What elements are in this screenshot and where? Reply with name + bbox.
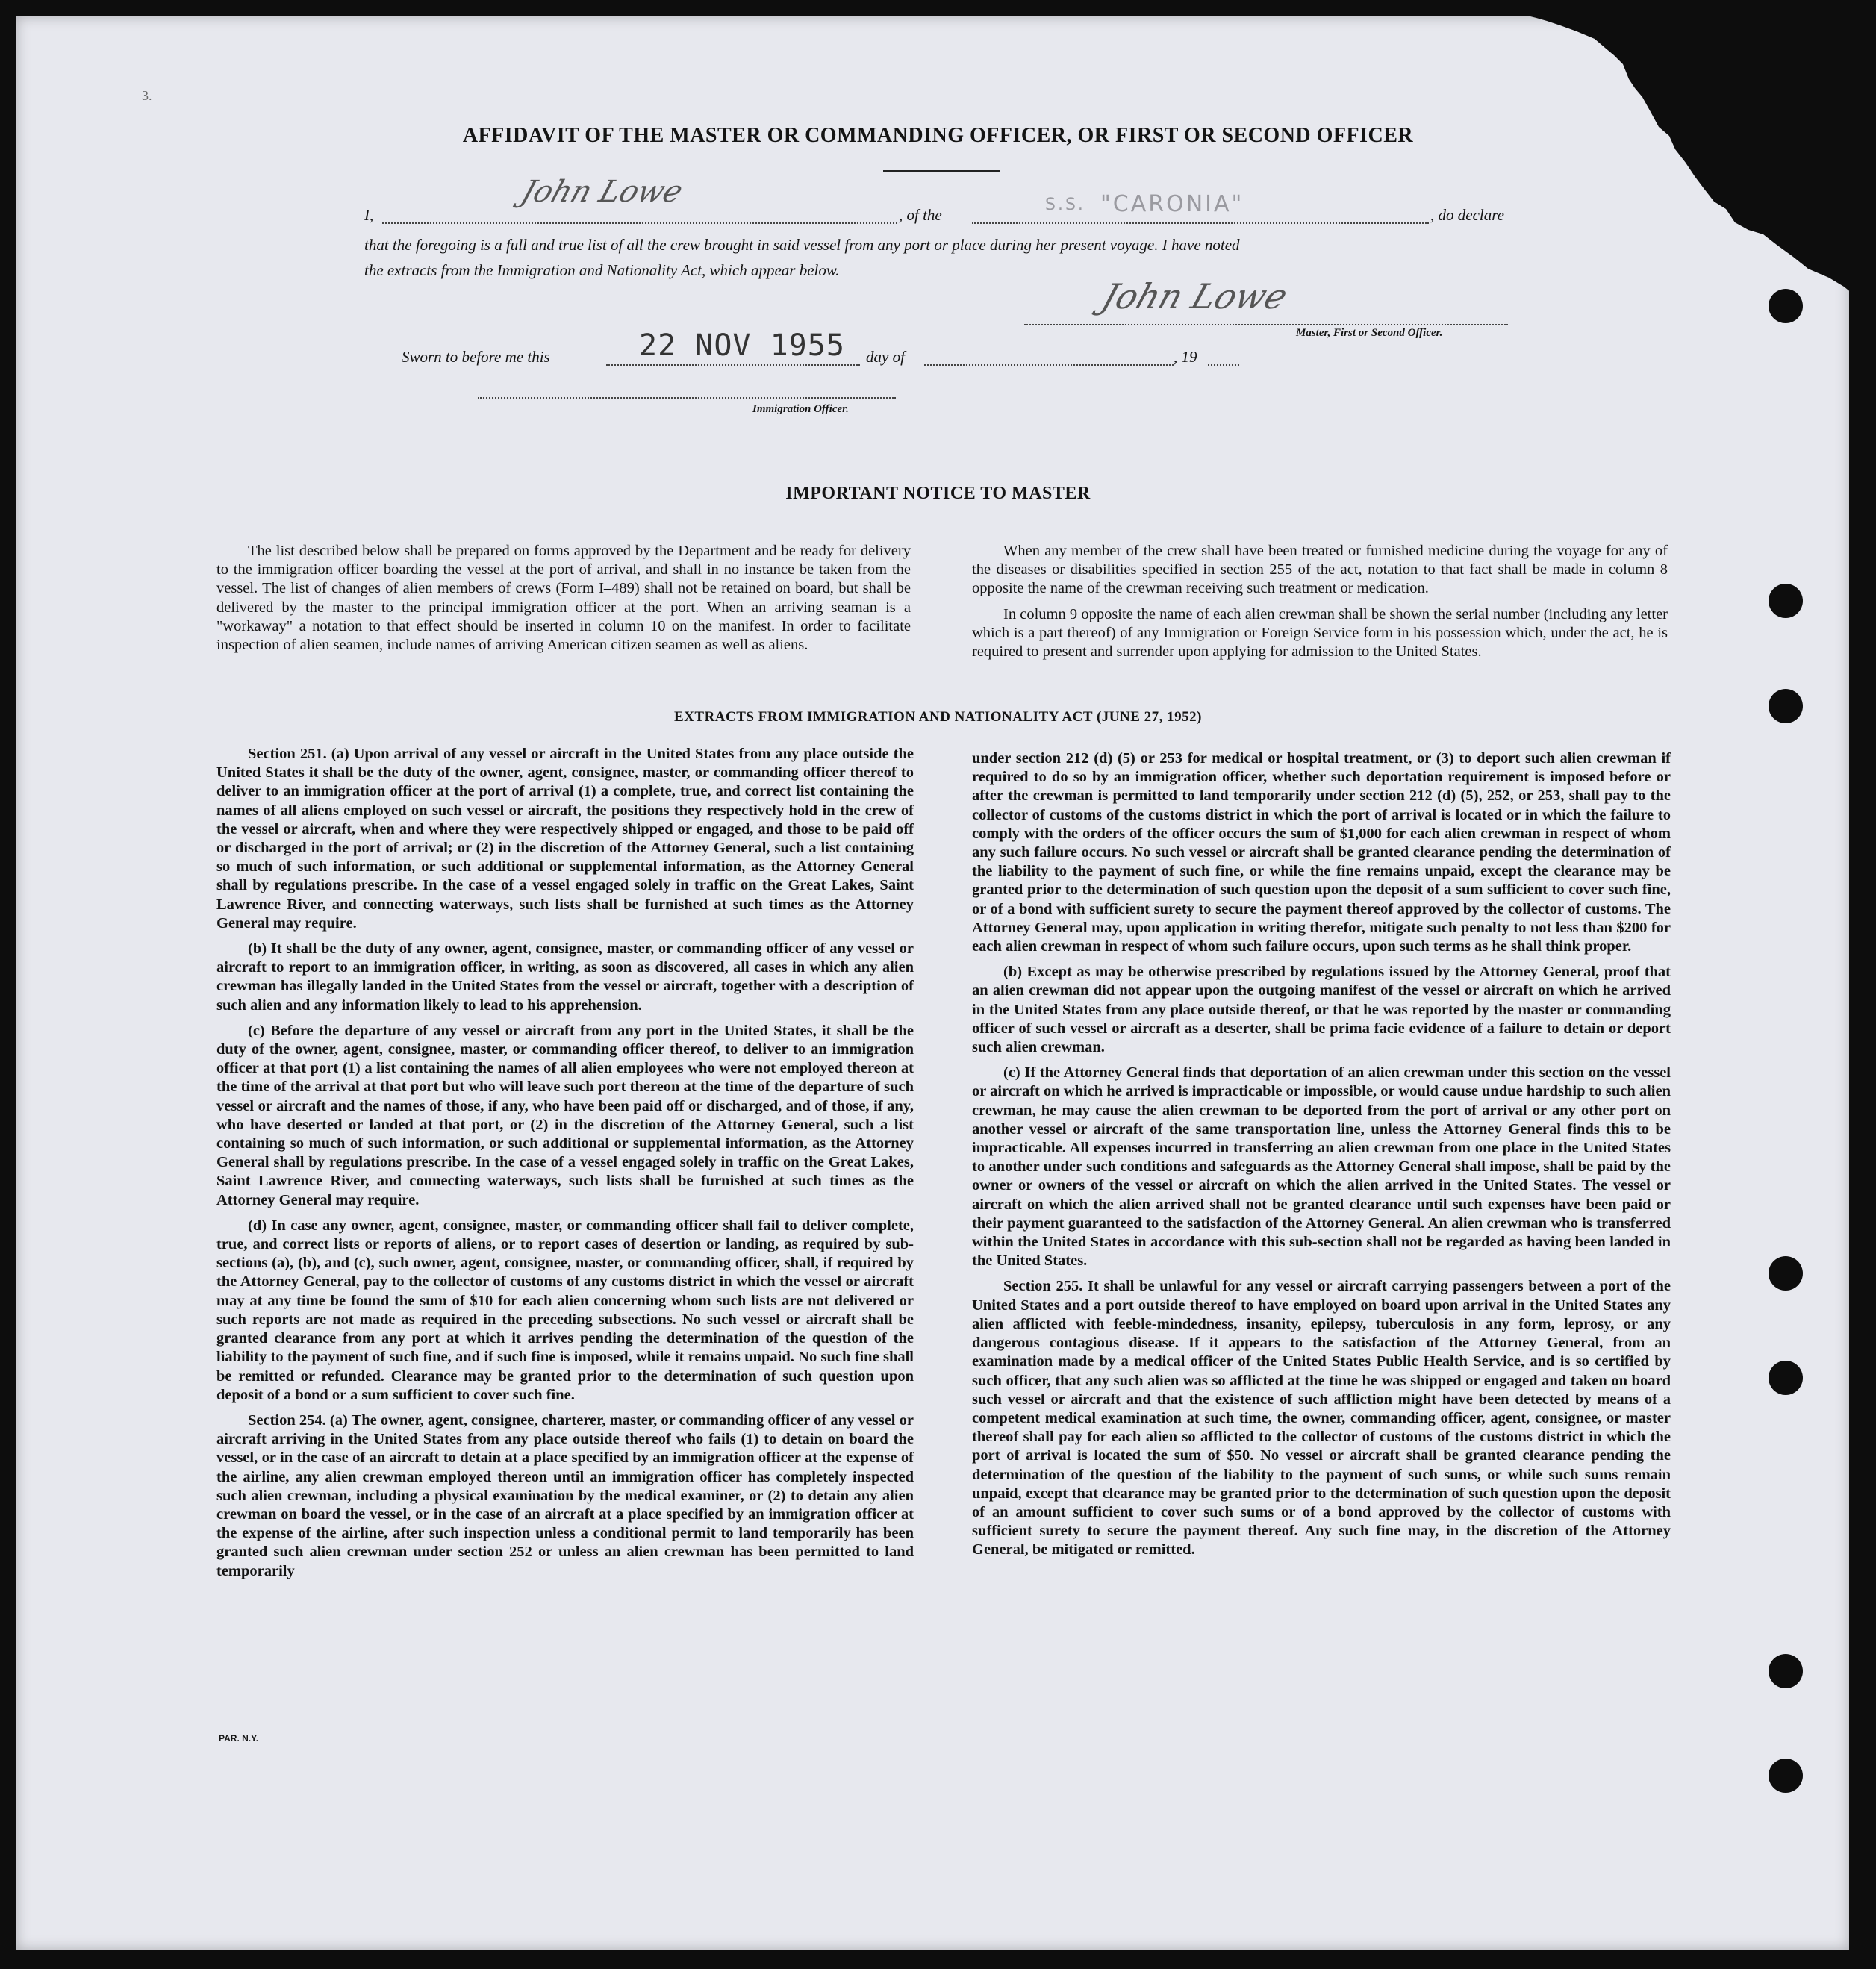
- month-line: [924, 364, 1174, 366]
- do-declare-label: , do declare: [1430, 206, 1504, 224]
- day-of-label: day of: [866, 348, 905, 366]
- master-label: Master, First or Second Officer.: [1296, 327, 1443, 339]
- notice-paragraph: The list described below shall be prepared on forms approved by the Department and be ready for delivery to the immigration officer boarding the vessel at the port of arrival, and shall in no instance be taken from the vessel. The list of changes of alien members of crews (Form I–489) shall not be retained on board, but shall be delivered by the master to the principal immigration officer at the port. When an arriving seaman is a "workaway" a notation to that effect should be inserted in column 10 on the manifest. In order to facilitate inspection of alien seamen, include names of arriving American citizen seamen as well as aliens.: [216, 543, 911, 654]
- section-254-a-continued: under section 212 (d) (5) or 253 for medical or hospital treatment, or (3) to deport such alien crewman if required to do so by an immigration officer, whether such deportation requirement is imposed before or after the crewman is permitted to land temporarily under section 212 (d) (5), 252, or 253, shall pay to the collector of customs of the customs district in which the port of arrival is located or in which the failure to comply with the orders of the officer occurs the sum of $1,000 for each alien crewman in respect of whom any such failure occurs. No such vessel or aircraft shall be granted clearance pending the determination of the liability to the payment of such fine, or while the fine remains unpaid, except the clearance may be granted prior to the determination of such question upon the deposit of a sum sufficient to cover such fine, or of a bond with sufficient surety to secure the payment thereof approved by the collector of customs. The Attorney General may, upon application in writing therefor, mitigate such penalty to not less than $200 for each alien crewman in respect of whom such failure occurs, upon such terms as he shall think proper.: [972, 750, 1671, 955]
- punch-hole: [1769, 584, 1803, 618]
- immigration-officer-line: [478, 397, 896, 399]
- statement-line-1: that the foregoing is a full and true list of all the crew brought in said vessel from any port or place during her present voyage. I have noted: [364, 236, 1240, 254]
- notice-title: IMPORTANT NOTICE TO MASTER: [785, 484, 1091, 503]
- punch-hole: [1769, 1654, 1803, 1688]
- section-254-a: Section 254. (a) The owner, agent, consignee, charterer, master, or commanding officer of any vessel or aircraft arriving in the United States from any place outside thereof who fails (1) to detain on board the vessel, or in the case of an aircraft to detain at a place specified by an immigration officer at the expense of the airline, any alien crewman employed thereon until an immigration officer has completely inspected such alien crewman, including a physical examination by the medical examiner, or (2) to detain any alien crewman on board the vessel, or in the case of an aircraft at a place specified by an immigration officer at the expense of the airline, after such inspection unless a conditional permit to land temporarily has been granted such alien crewman under section 252 or unless an alien crewman has been permitted to land temporarily: [216, 1411, 914, 1579]
- declarant-signature: John Lowe: [517, 175, 688, 209]
- extracts-left-column: [216, 745, 914, 1588]
- section-255: Section 255. It shall be unlawful for any vessel or aircraft carrying passengers between a port of the United States and a port outside thereof to have employed on board upon arrival in the United States any alien afflicted with feeble-mindedness, insanity, epilepsy, tuberculosis in any form, leprosy, or any dangerous contagious disease. If it appears to the satisfaction of the Attorney General, from an examination made by a medical officer of the United States Public Health Service, and is so certified by such officer, that any such alien was so afflicted at the time he was shipped or engaged and taken on board such vessel or aircraft and that the existence of such affliction might have been detected by means of a competent medical examination at such time, the owner, commanding officer, agent, consignee, or master thereof shall pay for each alien so afflicted to the collector of customs of the customs district in which the port of arrival is located the sum of $50. No vessel or aircraft shall be granted clearance pending the determination of the question of the liability to the payment of such sums, or while such sums remain unpaid, except that clearance may be granted prior to the determination of such question upon the deposit of an amount sufficient to cover such sums or of a bond approved by the collector of customs with sufficient surety to secure the payment thereof. Any such fine may, in the discretion of the Attorney General, be mitigated or remitted.: [972, 1278, 1671, 1558]
- notice-right-column: [972, 542, 1668, 668]
- sworn-date-stamp: 22 NOV 1955: [639, 328, 845, 363]
- declarant-label: I,: [364, 206, 374, 224]
- year-line: [1208, 364, 1239, 366]
- punch-hole: [1769, 1759, 1803, 1793]
- affidavit-title: AFFIDAVIT OF THE MASTER OR COMMANDING OFFICER, OR FIRST OR SECOND OFFICER: [462, 124, 1414, 147]
- title-divider: [883, 170, 1000, 172]
- extracts-right-column: [972, 749, 1671, 1567]
- section-251-c: (c) Before the departure of any vessel or aircraft from any port in the United States, it shall be the duty of the owner, agent, consignee, master, or commanding officer thereof, to deliver to an immigration officer at that port (1) a list containing the names of all alien employees who were not employed thereon at the time of the arrival at that port but who will leave such port thereon at the time of the departure of such vessel or aircraft and the names of those, if any, who have been paid off or discharged, and of those, if any, who have deserted or landed at that port, or (2) in the discretion of the Attorney General, such a list containing so much of such information, or such additional or supplemental information, as the Attorney General shall by regulations prescribe. In the case of a vessel engaged solely in traffic on the Great Lakes, Saint Lawrence River, and connecting waterways, such lists shall be furnished at such times as the Attorney General may require.: [216, 1022, 914, 1208]
- section-254-b: (b) Except as may be otherwise prescribed by regulations issued by the Attorney General, proof that an alien crewman did not appear upon the outgoing manifest of the vessel or aircraft on which he arrived in the United States from any place outside thereof, or that he was reported by the master or commanding officer of such vessel or aircraft as a deserter, shall be prima facie evidence of a failure to detain or deport such alien crewman.: [972, 964, 1671, 1056]
- punch-hole: [1769, 1361, 1803, 1395]
- vessel-line: [972, 222, 1429, 224]
- section-254-c: (c) If the Attorney General finds that deportation of an alien crewman under this section on the vessel or aircraft on which he arrived is impracticable or impossible, or would cause undue hardship to such alien crewman, he may cause the alien crewman to be deported from the port of arrival or any other port on another vessel or aircraft of the same transportation line, unless the Attorney General finds this to be impracticable. All expenses incurred in transferring an alien crewman from one place in the United States to another under such conditions and safeguards as the Attorney General shall impose, shall be paid by the owner or owners of the vessel or aircraft on which the alien arrived in the United States. The vessel or aircraft on which the alien arrived shall not be granted clearance until such expenses have been paid or their payment guaranteed to the satisfaction of the Attorney General. An alien crewman who is transferred within the United States in accordance with this sub-section shall not be regarded as having been landed in the United States.: [972, 1064, 1671, 1270]
- section-251-a: Section 251. (a) Upon arrival of any vessel or aircraft in the United States from any place outside the United States it shall be the duty of the owner, agent, consignee, master, or commanding officer thereof to deliver to an immigration officer at the port of arrival (1) a complete, true, and correct list containing the names of all aliens employed on such vessel or aircraft, the positions they respectively hold in the crew of the vessel or aircraft, when and where they were respectively shipped or engaged, and those to be paid off or discharged in the port of arrival; or (2) in the discretion of the Attorney General, such a list containing so much of such information, or such additional or supplemental information, as the Attorney General shall by regulations prescribe. In the case of a vessel engaged solely in traffic on the Great Lakes, Saint Lawrence River, and connecting waterways, such lists shall be furnished at such times as the Attorney General may require.: [216, 746, 914, 932]
- of-the-label: , of the: [899, 206, 942, 224]
- corner-mark: 3.: [142, 88, 152, 103]
- sworn-label: Sworn to before me this: [402, 348, 550, 366]
- master-signature: John Lowe: [1097, 276, 1293, 316]
- punch-hole: [1769, 1256, 1803, 1291]
- immigration-officer-label: Immigration Officer.: [752, 403, 849, 415]
- master-signature-line: [1024, 324, 1508, 325]
- sworn-date-line: [606, 364, 860, 366]
- extracts-title: EXTRACTS FROM IMMIGRATION AND NATIONALITY ACT (JUNE 27, 1952): [674, 709, 1202, 725]
- printer-mark: PAR. N.Y.: [219, 1733, 259, 1744]
- notice-left-column: [216, 542, 911, 661]
- declarant-line: [382, 222, 897, 224]
- year-label: , 19: [1174, 348, 1197, 366]
- notice-paragraph: When any member of the crew shall have been treated or furnished medicine during the voyage for any of the diseases or disabilities specified in section 255 of the act, notation to that fact shall be made in column 8 opposite the name of the crewman receiving such treatment or medication.: [972, 543, 1668, 597]
- section-251-b: (b) It shall be the duty of any owner, agent, consignee, master, or commanding officer of any vessel or aircraft to report to an immigration officer, in writing, as soon as discovered, all cases in which any alien crewman has illegally landed in the United States from the vessel or aircraft, together with a description of such alien and any information likely to lead to his apprehension.: [216, 940, 914, 1014]
- vessel-name: "CARONIA": [1100, 191, 1244, 217]
- statement-line-2: the extracts from the Immigration and Nationality Act, which appear below.: [364, 261, 840, 279]
- section-251-d: (d) In case any owner, agent, consignee, master, or commanding officer shall fail to deliver complete, true, and correct lists or reports of aliens, or to report cases of desertion or landing, as required by sub-sections (a), (b), and (c), such owner, agent, consignee, master, or commanding officer, shall, if required by the Attorney General, pay to the collector of customs of any customs district in which the vessel or aircraft may at any time be found the sum of $10 for each alien concerning whom such lists are not delivered or such reports are not made as required in the preceding subsections. No such vessel or aircraft shall be granted clearance from any port at which it arrives pending the determination of the question of the liability to the payment of such fine, and if such fine is imposed, while it remains unpaid. No such fine shall be remitted or refunded. Clearance may be granted prior to the determination of such question upon deposit of a bond or a sum sufficient to cover such fine.: [216, 1217, 914, 1403]
- torn-corner: [1530, 16, 1851, 293]
- punch-hole: [1769, 289, 1803, 323]
- notice-paragraph: In column 9 opposite the name of each alien crewman shall be shown the serial number (including any letter which is a part thereof) of any Immigration or Foreign Service form in his possession which, under the act, he is required to present and surrender upon applying for admission to the United States.: [972, 605, 1668, 661]
- vessel-prefix: S.S.: [1045, 196, 1085, 214]
